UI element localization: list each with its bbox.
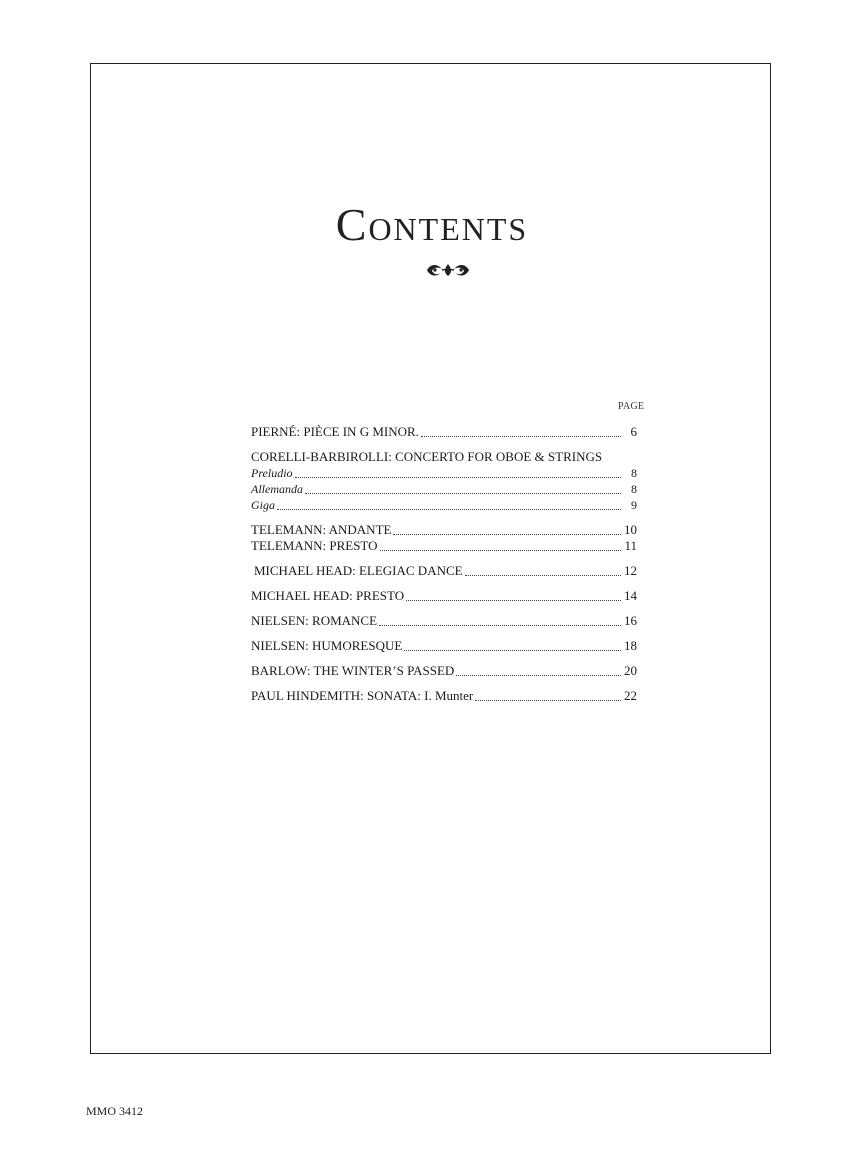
dot-leader	[456, 675, 621, 676]
toc-entry-page: 10	[624, 522, 637, 537]
toc-entry-page: 8	[631, 482, 637, 496]
toc-entry-page: 16	[624, 613, 637, 628]
toc-entry-title: TELEMANN: PRESTO	[251, 538, 378, 553]
toc-entry[interactable]	[251, 522, 637, 538]
dot-leader	[380, 550, 621, 551]
toc-subentry[interactable]	[251, 497, 637, 513]
toc-entry[interactable]	[251, 538, 637, 554]
dot-leader	[421, 436, 621, 437]
toc-entry-page: 22	[624, 688, 637, 703]
contents-title: Contents	[335, 199, 529, 250]
toc-entry-page: 11	[624, 538, 637, 553]
toc-entry-title: NIELSEN: ROMANCE	[251, 613, 378, 628]
toc-entry[interactable]	[251, 588, 637, 604]
toc-subentry[interactable]	[251, 465, 637, 481]
dot-leader	[406, 600, 621, 601]
dot-leader	[277, 509, 621, 510]
toc-entry-title: BARLOW: THE WINTER’S PASSED	[251, 663, 455, 678]
toc-entry-title: MICHAEL HEAD: ELEGIAC DANCE	[254, 563, 463, 578]
toc-entry-title: TELEMANN: ANDANTE	[251, 522, 392, 537]
dot-leader	[475, 700, 621, 701]
toc-entry-title: MICHAEL HEAD: PRESTO	[251, 588, 405, 603]
toc-entry-page: 6	[630, 424, 637, 439]
toc-entry-title: Allemanda	[251, 482, 303, 496]
toc-entry-page: 18	[624, 638, 637, 653]
toc-entry[interactable]	[251, 563, 637, 579]
dot-leader	[393, 534, 621, 535]
toc-entry-title: PIERNÉ: PIÈCE IN G MINOR.	[251, 424, 419, 439]
toc-entry[interactable]	[251, 613, 637, 629]
toc-entry[interactable]	[251, 638, 637, 654]
toc-entry-page: 12	[624, 563, 637, 578]
catalog-number: MMO 3412	[86, 1104, 144, 1118]
toc-entry-heading[interactable]	[251, 449, 637, 465]
toc-entry-page: 8	[631, 466, 637, 480]
decorative-ornament-icon	[424, 260, 472, 280]
dot-leader	[305, 493, 621, 494]
table-of-contents	[251, 424, 637, 704]
toc-entry[interactable]	[251, 688, 637, 704]
toc-entry-page: 9	[631, 498, 637, 512]
dot-leader	[465, 575, 621, 576]
toc-entry[interactable]	[251, 424, 637, 440]
toc-entry-title: PAUL HINDEMITH: SONATA: I. Munter	[251, 688, 474, 703]
toc-entry-title: CORELLI-BARBIROLLI: CONCERTO FOR OBOE & STRINGS	[251, 449, 603, 464]
dot-leader	[295, 477, 621, 478]
toc-entry[interactable]	[251, 663, 637, 679]
dot-leader	[379, 625, 621, 626]
toc-entry-title: NIELSEN: HUMORESQUE	[251, 638, 403, 653]
toc-entry-title: Giga	[251, 498, 275, 512]
toc-subentry[interactable]	[251, 481, 637, 497]
page-column-label: PAGE	[618, 401, 645, 412]
toc-entry-page: 20	[624, 663, 637, 678]
toc-entry-page: 14	[624, 588, 637, 603]
toc-entry-title: Preludio	[251, 466, 293, 480]
dot-leader	[404, 650, 621, 651]
